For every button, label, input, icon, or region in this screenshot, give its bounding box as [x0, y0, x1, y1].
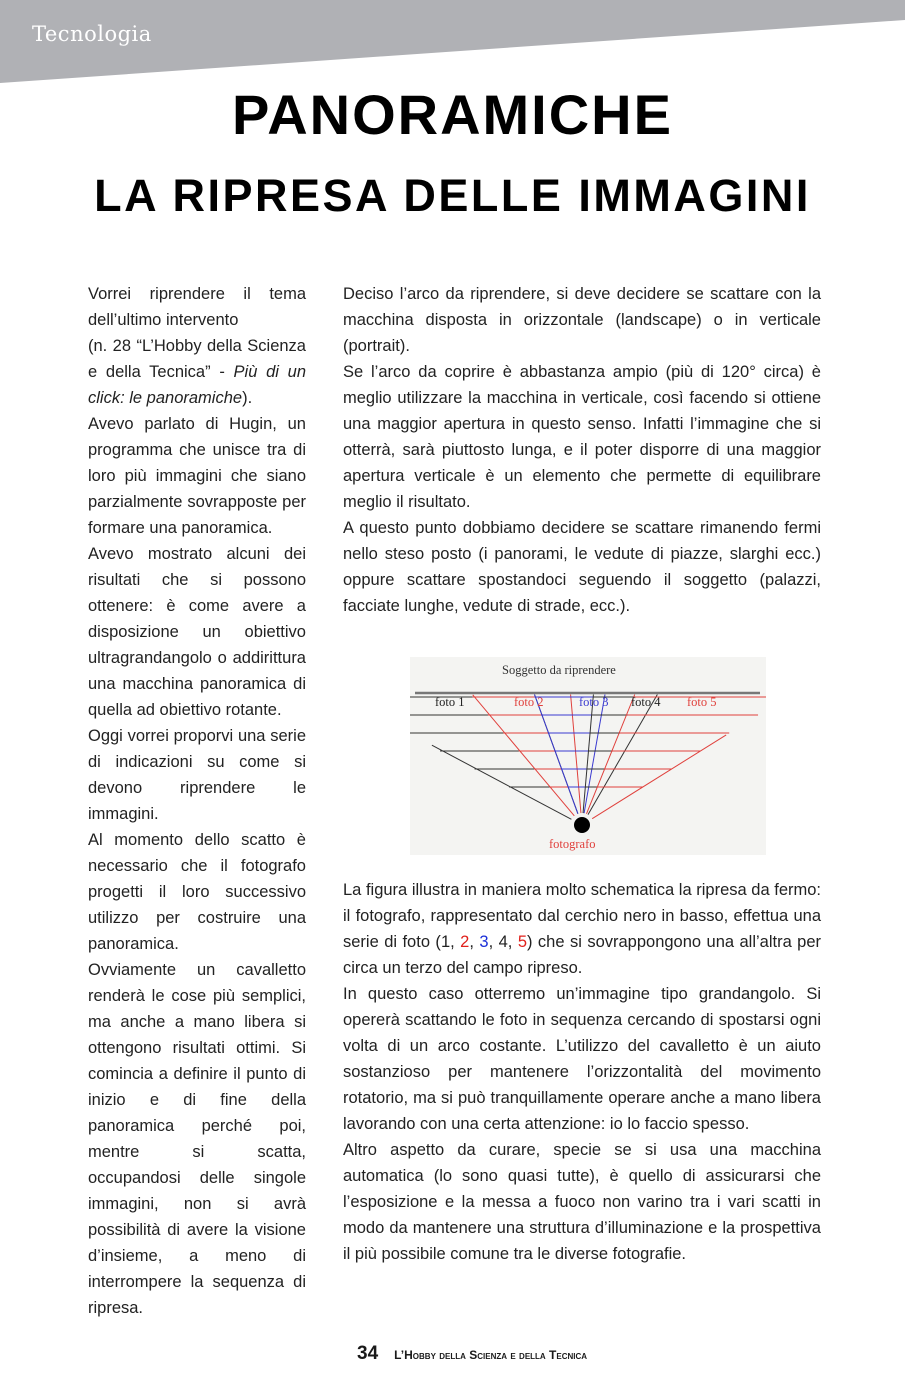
paragraph — [88, 333, 306, 411]
photographer-dot — [574, 817, 590, 833]
paragraph: Avevo parlato di Hugin, un programma che unisce tra di loro più immagini che siano parzialmente sovrapposte per formare una panoramica. — [88, 415, 306, 537]
text: ) che si sovrappongono una all’altra per circa un terzo del campo ripreso. — [343, 933, 822, 977]
photo-label-1: foto 1 — [435, 695, 465, 709]
section-label: Tecnologia — [32, 22, 152, 46]
paragraph: Avevo mostrato alcuni dei risultati che si possono ottenere: è come avere a disposizione un obiettivo ultragrandangolo o addirittura una macchina panoramica di quella ad obiettivo rotante. — [88, 545, 306, 719]
paragraph: Se l’arco da coprire è abbastanza ampio (più di 120° circa) è meglio utilizzare la macchina in verticale, così facendo si ottiene una maggior apertura in questo senso. Infatti l’immagine che si otterrà, sarà piuttosto lunga, e il poter disporre di una maggior apertura verticale è un elemento che permette di equilibrare meglio il risultato. — [343, 363, 821, 511]
photo-edge-4 — [588, 695, 657, 815]
text: ). — [242, 389, 253, 407]
paragraph: A questo punto dobbiamo decidere se scattare rimanendo fermi nello steso posto (i panorami, le vedute di piazze, slarghi ecc.) oppure scattare spostandoci seguendo il soggetto (palazzi, facciate lunghe, vedute di strade, ecc.). — [343, 519, 821, 615]
right-column — [343, 281, 821, 619]
right-side — [343, 281, 821, 1267]
paragraph: Altro aspetto da curare, specie se si usa una macchina automatica (lo sono quasi tutte), è quello di assicurarsi che l’esposizione e la messa a fuoco non varino tra i vari scatti in modo da mantenere una struttura d’illuminazione e la prospettiva il più possibile comune tra le diverse fotografie. — [343, 1141, 821, 1263]
article-reference: Più di un click: le panoramiche — [88, 363, 306, 407]
text: La figura illustra in maniera molto schematica la ripresa da fermo: il fotografo, rappresentato dal cerchio nero in basso, effettua una serie di foto ( — [343, 881, 821, 951]
page-number: 34 — [357, 1343, 379, 1364]
photo-label-2: foto 2 — [514, 695, 544, 709]
photo-edge-3 — [584, 695, 605, 814]
photo-number-1: 1 — [440, 933, 451, 951]
text: (n. 28 “L’Hobby della Scienza e della Tecnica” - — [88, 337, 306, 381]
paragraph: Deciso l’arco da riprendere, si deve decidere se scattare con la macchina disposta in orizzontale (landscape) o in verticale (portrait). — [343, 285, 821, 355]
photo-label-4: foto 4 — [631, 695, 661, 709]
photo-edge-2 — [473, 695, 575, 816]
photo-edge-4 — [583, 695, 593, 814]
subject-label: Soggetto da riprendere — [502, 663, 616, 677]
photo-label-5: foto 5 — [687, 695, 717, 709]
paragraph: Vorrei riprendere il tema dell’ultimo intervento — [88, 285, 306, 329]
photo-number-4: 4 — [498, 933, 508, 951]
photo-edge-1 — [432, 745, 572, 819]
diagram-lines — [410, 657, 766, 855]
paragraph: La figura illustra in maniera molto schematica la ripresa da fermo: il fotografo, rappresentato dal cerchio nero in basso, effettua una serie di foto (1, 2, 3, 4, 5) che si sovrappongono una all’altra per circa un terzo del campo ripreso. — [343, 881, 822, 977]
photographer-label: fotografo — [549, 837, 596, 851]
page-subtitle: LA RIPRESA DELLE IMMAGINI — [94, 170, 811, 221]
page-title: PANORAMICHE — [232, 83, 673, 146]
photo-edge-5 — [586, 695, 634, 814]
photo-number-3: 3 — [479, 933, 489, 951]
photo-number-5: 5 — [517, 933, 527, 951]
paragraph: Oggi vorrei proporvi una serie di indicazioni su come si devono riprendere le immagini. — [88, 727, 306, 823]
photo-number-2: 2 — [460, 933, 470, 951]
paragraph: In questo caso otterremo un’immagine tipo grandangolo. Si opererà scattando le foto in sequenza cercando di spostarsi ogni volta di un arco costante. L’utilizzo del cavalletto è un aiuto sostanzioso per mantenere l’orizzontalità del movimento rotatorio, ma si può tranquillamente operare anche a mano libera lavorando con una certa attenzione: io lo faccio spesso. — [343, 985, 821, 1133]
magazine-name: L’Hobby della Scienza e della Tecnica — [394, 1348, 588, 1362]
page-footer — [357, 1343, 905, 1365]
paragraph: Al momento dello scatto è necessario che il fotografo progetti il loro successivo utilizzo per costruire una panoramica. — [88, 831, 306, 953]
photo-edge-2 — [571, 695, 581, 814]
panorama-diagram — [410, 657, 766, 855]
photo-label-3: foto 3 — [579, 695, 609, 709]
photo-edge-3 — [535, 695, 578, 814]
right-column-continued — [343, 877, 821, 1267]
paragraph: Ovviamente un cavalletto renderà le cose più semplici, ma anche a mano libera si ottengono risultati ottimi. Si comincia a definire il punto di inizio e di fine della panoramica perché poi, mentre si scatta, occupandosi delle singole immagini, non si avrà possibilità di avere la visione d’insieme, a meno di interrompere la sequenza di ripresa. — [88, 961, 306, 1317]
left-column — [88, 281, 306, 1321]
photo-edge-5 — [592, 735, 726, 819]
